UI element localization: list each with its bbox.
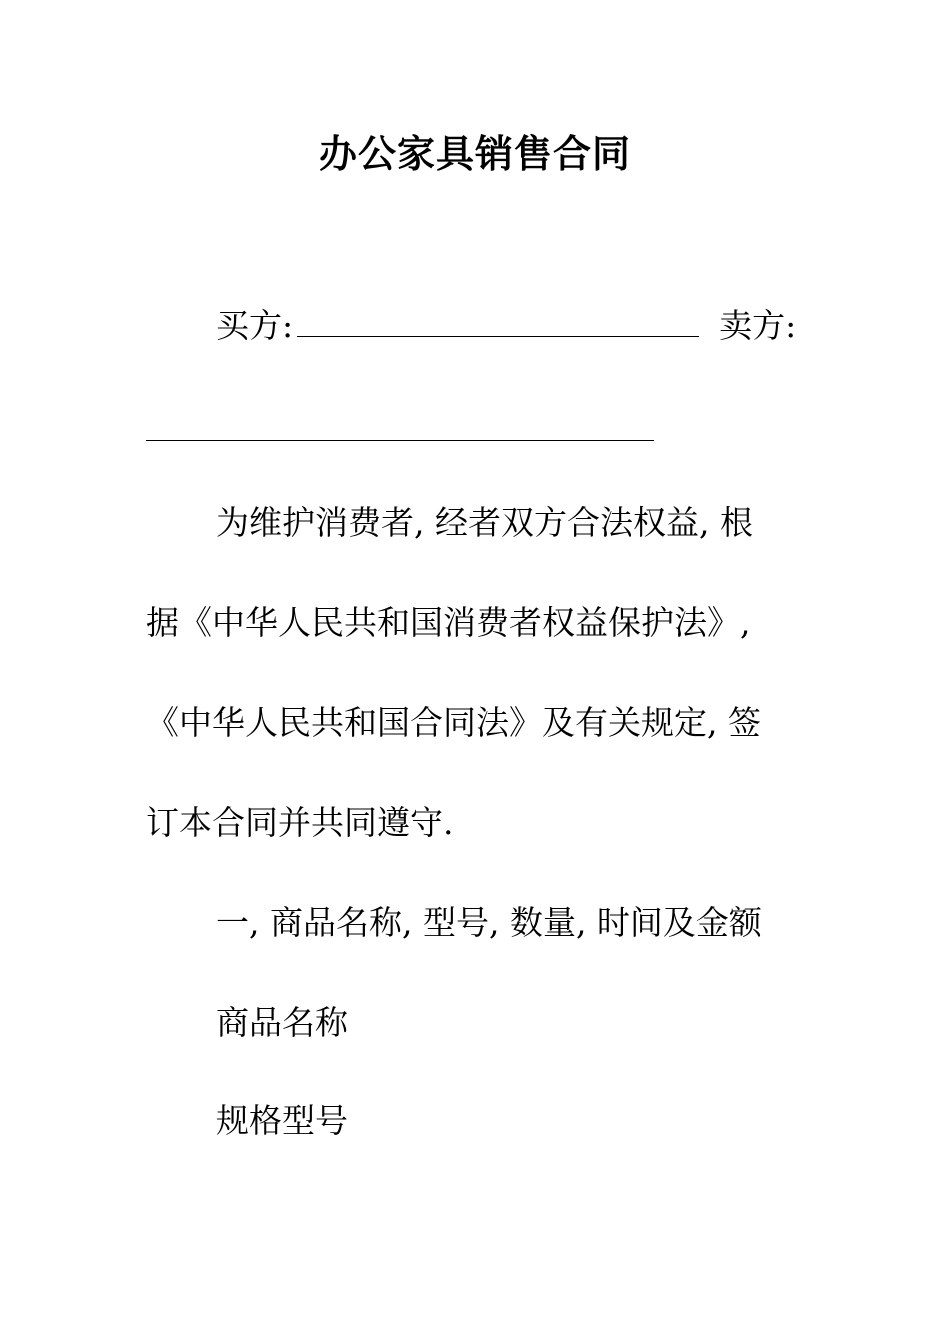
preamble-line-2: 据《中华人民共和国消费者权益保护法》, — [146, 603, 751, 642]
item-product-name-label: 商品名称 — [216, 1003, 348, 1042]
contract-title: 办公家具销售合同 — [318, 131, 631, 176]
seller-label: 卖方: — [719, 306, 797, 345]
preamble-line-1: 为维护消费者, 经者双方合法权益, 根 — [216, 503, 753, 542]
seller-blank-field[interactable] — [146, 418, 654, 441]
buyer-seller-line — [216, 303, 796, 349]
preamble-line-4: 订本合同并共同遵守. — [146, 803, 454, 842]
buyer-blank-field[interactable] — [297, 312, 699, 337]
buyer-label: 买方: — [216, 306, 294, 345]
section-1-heading: 一, 商品名称, 型号, 数量, 时间及金额 — [216, 903, 762, 942]
item-spec-model-label: 规格型号 — [216, 1101, 348, 1140]
preamble-line-3: 《中华人民共和国合同法》及有关规定, 签 — [146, 703, 761, 742]
